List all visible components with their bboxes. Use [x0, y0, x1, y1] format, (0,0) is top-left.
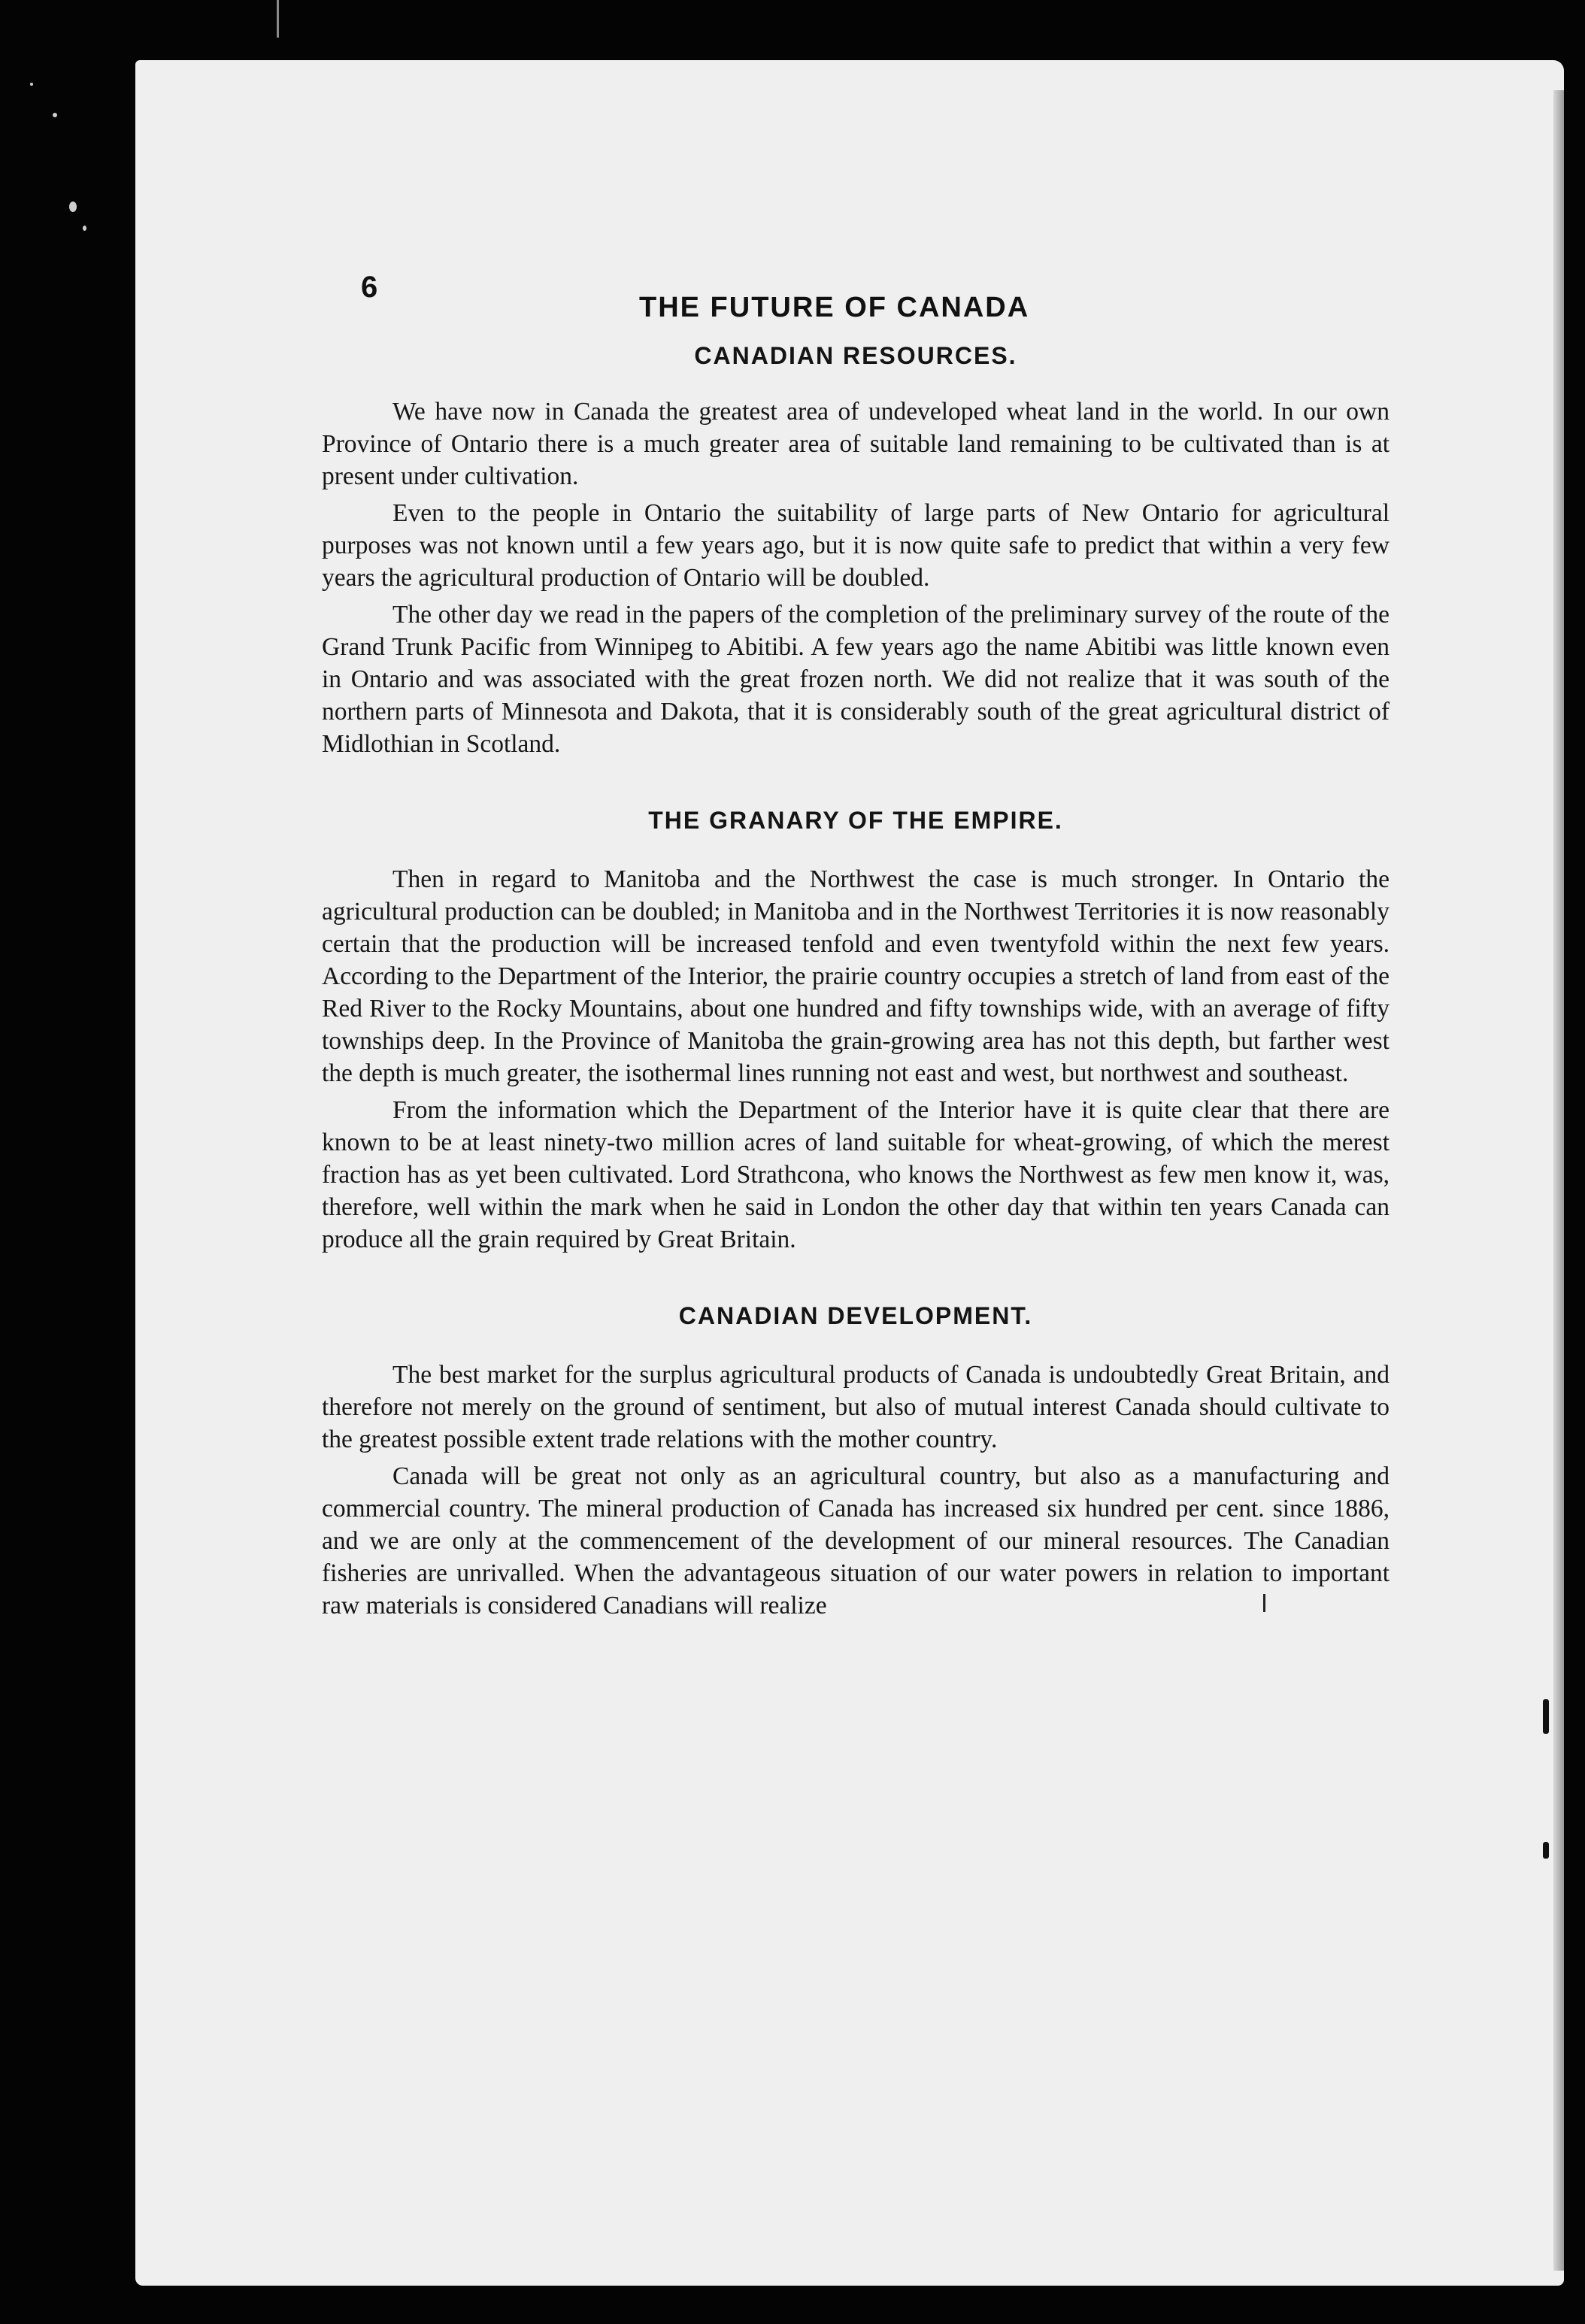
section-heading: CANADIAN RESOURCES. — [694, 342, 1017, 369]
binding-mark — [1543, 1842, 1549, 1859]
running-title: THE FUTURE OF CANADA — [639, 292, 1030, 323]
section-canadian-development — [322, 1302, 1390, 1622]
section-heading: CANADIAN DEVELOPMENT. — [678, 1302, 1033, 1329]
dust-speck — [69, 201, 77, 212]
section-heading: THE GRANARY OF THE EMPIRE. — [648, 807, 1063, 834]
page-header — [361, 226, 1474, 323]
page-body — [322, 342, 1390, 1626]
section-granary-of-the-empire — [322, 807, 1390, 1256]
paragraph: From the information which the Department of the Interior have it is quite clear that there are known to be at least ninety-two million acres of land suitable for wheat-growing, of which the merest fraction has as yet been cultivated. Lord Strathcona, who knows the Northwest as few men know it, was, therefore, well within the mark when he said in London the other day that within ten years Canada can produce all the grain required by Great Britain. — [322, 1096, 1390, 1253]
paragraph: Then in regard to Manitoba and the Northwest the case is much stronger. In Ontario the agricultural production can be doubled; in Manitoba and in the Northwest Territories it is now reasonably certain that the production will be increased tenfold and even twentyfold within the next few years. According to the Department of the Interior, the prairie country occupies a stretch of land from east of the Red River to the Rocky Mountains, about one hundred and fifty townships wide, with an average of fifty townships deep. In the Province of Manitoba the grain-growing area has not this depth, but farther west the depth is much greater, the isothermal lines running not east and west, but northwest and southeast. — [322, 865, 1390, 1087]
dust-speck — [53, 113, 57, 117]
dust-speck — [30, 83, 33, 86]
paragraph: The other day we read in the papers of the completion of the preliminary survey of the route of the Grand Trunk Pacific from Winnipeg to Abitibi. A few years ago the name Abitibi was little known even in Ontario and was associated with the great frozen north. We did not realize that it was south of the northern parts of Minnesota and Dakota, that it is considerably south of the great agricultural district of Midlothian in Scotland. — [322, 601, 1390, 758]
paragraph: Canada will be great not only as an agricultural country, but also as a manufacturing and commercial country. The mineral production of Canada has increased six hundred per cent. since 1886, and we are only at the commencement of the development of our mineral resources. The Canadian fisheries are unrivalled. When the advantageous situation of our water powers in relation to important raw materials is considered Canadians will realize — [322, 1462, 1390, 1620]
scan-edge-mark — [277, 0, 279, 38]
page-edge-shadow — [1553, 90, 1564, 2271]
page-number: 6 — [361, 271, 378, 304]
section-canadian-resources — [322, 342, 1390, 760]
paragraph: Even to the people in Ontario the suitability of large parts of New Ontario for agricultural purposes was not known until a few years ago, but it is now quite safe to predict that within a very few years the agricultural production of Ontario will be doubled. — [322, 499, 1390, 592]
dust-speck — [83, 226, 86, 231]
paragraph: We have now in Canada the greatest area of undeveloped wheat land in the world. In our own Province of Ontario there is a much greater area of suitable land remaining to be cultivated than is at present under cultivation. — [322, 398, 1390, 490]
binding-mark — [1543, 1699, 1549, 1734]
paragraph: The best market for the surplus agricultural products of Canada is undoubtedly Great Britain, and therefore not merely on the ground of sentiment, but also of mutual interest Canada should cultivate to the greatest possible extent trade relations with the mother country. — [322, 1361, 1390, 1453]
